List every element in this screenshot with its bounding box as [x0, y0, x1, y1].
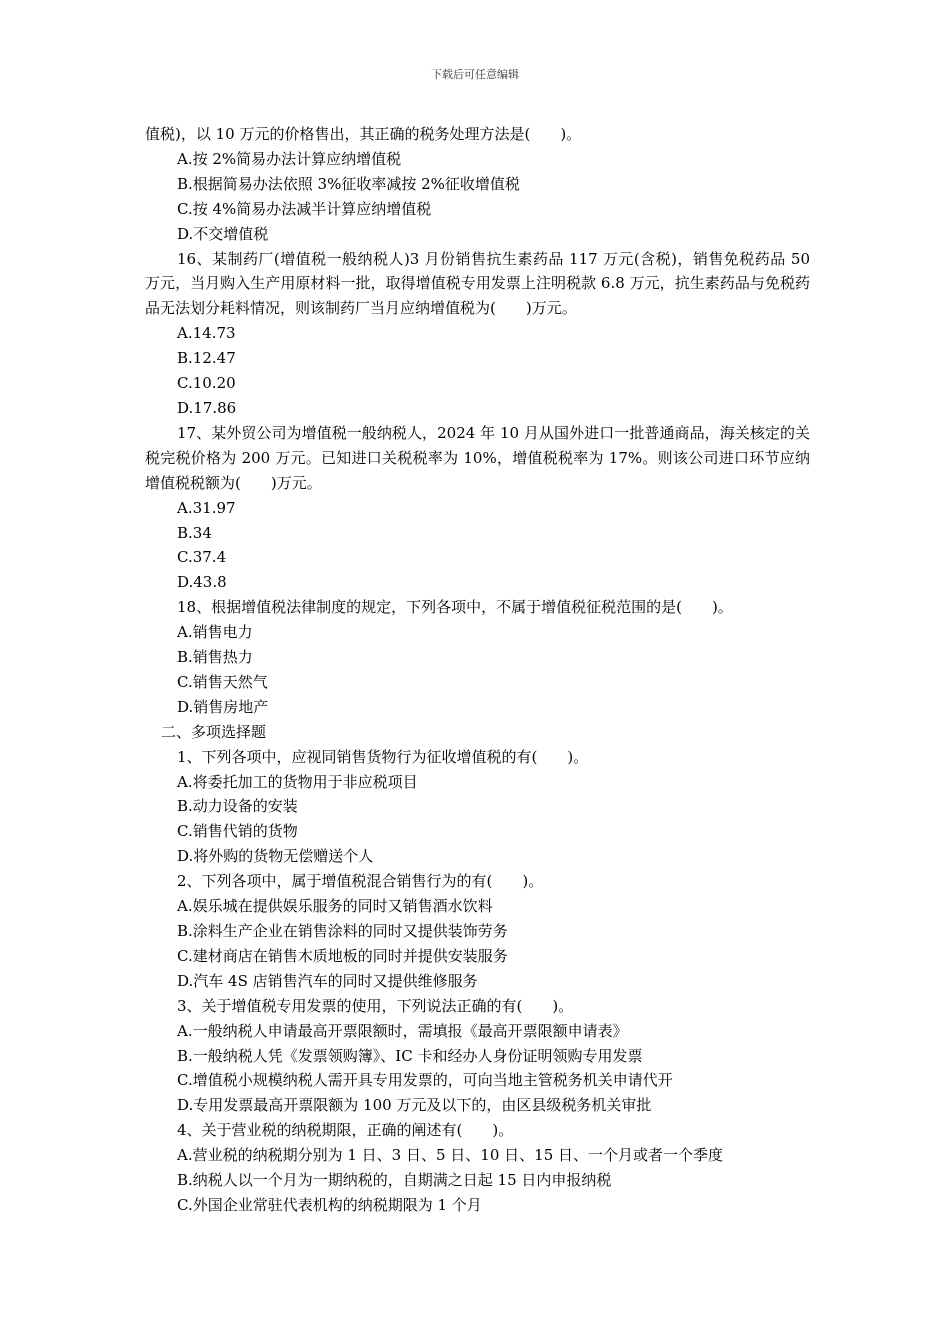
option-a: A.31.97 [177, 498, 236, 517]
option-a: A.一般纳税人申请最高开票限额时，需填报《最高开票限额申请表》 [177, 1021, 628, 1040]
option-b: B.12.47 [177, 349, 236, 368]
option-b: B.销售热力 [177, 648, 253, 667]
option-c: C.建材商店在销售木质地板的同时并提供安装服务 [177, 946, 508, 965]
option-c: C.销售天然气 [177, 672, 268, 691]
option-c: C.外国企业常驻代表机构的纳税期限为 1 个月 [177, 1195, 482, 1214]
section-heading: 二、多项选择题 [161, 722, 267, 741]
option-d: D.不交增值税 [177, 224, 269, 243]
option-a: A.将委托加工的货物用于非应税项目 [177, 772, 418, 791]
option-b: B.纳税人以一个月为一期纳税的，自期满之日起 15 日内申报纳税 [177, 1171, 612, 1190]
question-stem: 17、某外贸公司为增值税一般纳税人，2024 年 10 月从国外进口一批普通商品，海关核定的关税完税价格为 200 万元。已知进口关税税率为 10%，增值税税率为 17%。则该公司进口环节应纳增值税税额为( )万元。 [145, 423, 810, 492]
option-b: B.动力设备的安装 [177, 797, 298, 816]
option-b: B.根据简易办法依照 3%征收率减按 2%征收增值税 [177, 174, 520, 193]
question-stem: 1、下列各项中，应视同销售货物行为征收增值税的有( )。 [177, 747, 589, 766]
question-stem: 18、根据增值税法律制度的规定，下列各项中，不属于增值税征税范围的是( )。 [177, 598, 733, 617]
option-b: B.涂料生产企业在销售涂料的同时又提供装饰劳务 [177, 922, 508, 940]
option-c: C.37.4 [177, 548, 227, 567]
option-c: C.增值税小规模纳税人需开具专用发票的，可向当地主管税务机关申请代开 [177, 1071, 673, 1090]
question-stem: 值税)，以 10 万元的价格售出，其正确的税务处理方法是( )。 [145, 125, 582, 143]
page-header: 下载后可任意编辑 [431, 68, 519, 81]
option-d: D.17.86 [177, 398, 237, 417]
option-c: C.销售代销的货物 [177, 822, 298, 841]
question-stem: 16、某制药厂(增值税一般纳税人)3 月份销售抗生素药品 117 万元(含税)，销售免税药品 50 万元，当月购入生产用原材料一批，取得增值税专用发票上注明税款 6.8 万元，抗生素药品与免税药品无法划分耗料情况，则该制药厂当月应纳增值税为( )万元。 [145, 249, 810, 318]
option-d: D.43.8 [177, 573, 227, 592]
option-b: B.一般纳税人凭《发票领购簿》、IC 卡和经办人身份证明领购专用发票 [177, 1046, 643, 1065]
option-a: A.营业税的纳税期分别为 1 日、3 日、5 日、10 日、15 日、一个月或者一个季度 [177, 1146, 724, 1165]
option-a: A.14.73 [177, 324, 236, 343]
question-stem: 3、关于增值税专用发票的使用，下列说法正确的有( )。 [177, 996, 574, 1015]
option-d: D.专用发票最高开票限额为 100 万元及以下的，由区县级税务机关审批 [177, 1096, 652, 1115]
question-stem: 2、下列各项中，属于增值税混合销售行为的有( )。 [177, 872, 544, 891]
option-d: D.将外购的货物无偿赠送个人 [177, 847, 374, 866]
option-b: B.34 [177, 523, 212, 542]
option-c: C.10.20 [177, 374, 236, 393]
option-a: A.按 2%简易办法计算应纳增值税 [177, 149, 402, 168]
question-stem: 4、关于营业税的纳税期限，正确的阐述有( )。 [177, 1121, 514, 1140]
option-a: A.娱乐城在提供娱乐服务的同时又销售酒水饮料 [177, 897, 493, 916]
option-d: D.汽车 4S 店销售汽车的同时又提供维修服务 [177, 971, 478, 990]
option-a: A.销售电力 [177, 623, 253, 642]
option-d: D.销售房地产 [177, 697, 269, 716]
document-body [145, 122, 810, 1218]
option-c: C.按 4%简易办法减半计算应纳增值税 [177, 199, 432, 218]
